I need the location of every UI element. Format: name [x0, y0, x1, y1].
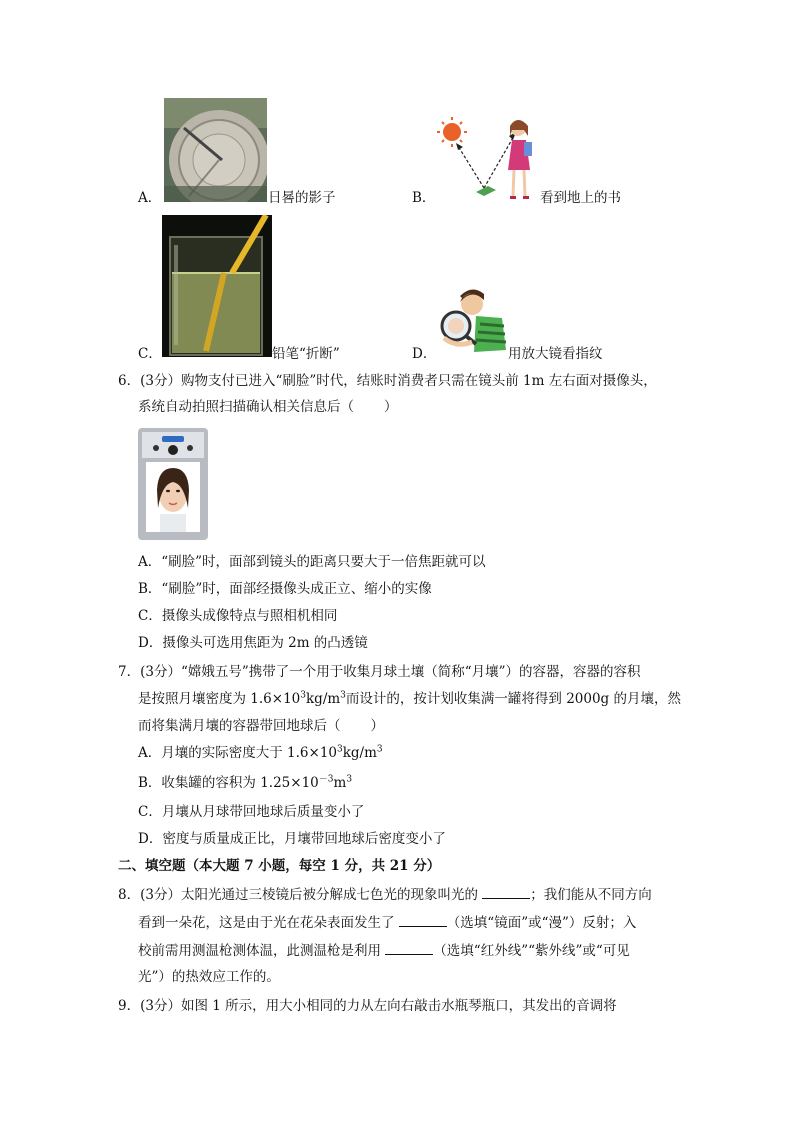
option-a-letter: A．	[138, 190, 162, 206]
option-b-caption: 看到地上的书	[540, 190, 621, 206]
girl-book-illustration	[436, 112, 540, 204]
section-2-heading: 二、填空题（本大题 7 小题，每空 1 分，共 21 分）	[118, 858, 441, 874]
answer-blank-1[interactable]	[482, 884, 530, 899]
question-6-option-b: B．“刷脸”时，面部经摄像头成正立、缩小的实像	[138, 581, 432, 597]
question-7-stem-line2: 是按照月壤密度为 $1.6\times 10^3kg/m^3$而设计的，按计划收集满一罐将得到 2000g 的月壤，然	[138, 690, 681, 707]
magnifier-boy-illustration	[436, 288, 508, 356]
option-d-caption: 用放大镜看指纹	[508, 346, 603, 362]
option-b-letter: B．	[412, 190, 436, 206]
question-6-option-c: C．摄像头成像特点与照相机相同	[138, 608, 338, 624]
question-7-option-b: B．收集罐的容积为 $1.25\times 10^{-3}m^3$	[138, 774, 353, 791]
question-6-stem-line2: 系统自动拍照扫描确认相关信息后（ ）	[138, 399, 398, 415]
question-6-stem-line1: 6．(3分）购物支付已进入“刷脸”时代，结账时消费者只需在镜头前 1m 左右面对摄像头，	[118, 373, 657, 389]
question-8-line3: 校前需用测温枪测体温，此测温枪是利用 （选填“红外线”“紫外线”或“可见	[138, 940, 630, 961]
question-7-option-d: D．密度与质量成正比，月壤带回地球后密度变小了	[138, 831, 446, 847]
answer-blank-3[interactable]	[385, 940, 433, 955]
question-9-line1: 9．(3分）如图 1 所示，用大小相同的力从左向右敲击水瓶琴瓶口，其发出的音调将	[118, 998, 617, 1014]
face-scan-device-illustration	[138, 428, 208, 540]
question-8-line2: 看到一朵花，这是由于光在花朵表面发生了 （选填“镜面”或“漫”）反射；入	[138, 912, 636, 933]
question-6-option-d: D．摄像头可选用焦距为 2m 的凸透镜	[138, 635, 368, 651]
question-8-line4: 光”）的热效应工作的。	[138, 969, 280, 985]
option-c-caption: 铅笔“折断”	[272, 346, 340, 362]
question-8-line1: 8．(3分）太阳光通过三棱镜后被分解成七色光的现象叫光的 ；我们能从不同方向	[118, 884, 652, 905]
answer-blank-2[interactable]	[399, 912, 447, 927]
option-a-caption: 日晷的影子	[268, 190, 336, 206]
question-7-stem-line1: 7．(3分）“嫦娥五号”携带了一个用于收集月球土壤（简称“月壤”）的容器，容器的容积	[118, 664, 641, 680]
option-d-letter: D．	[412, 346, 437, 362]
question-7-option-c: C．月壤从月球带回地球后质量变小了	[138, 804, 365, 820]
question-7-option-a: A．月壤的实际密度大于 $1.6\times 10^3kg/m^3$	[138, 744, 383, 761]
pencil-in-water-photo	[162, 215, 272, 357]
sundial-photo	[164, 98, 267, 202]
question-6-option-a: A．“刷脸”时，面部到镜头的距离只要大于一倍焦距就可以	[138, 554, 486, 570]
question-7-stem-line3: 而将集满月壤的容器带回地球后（ ）	[138, 718, 384, 734]
option-c-letter: C．	[138, 346, 162, 362]
